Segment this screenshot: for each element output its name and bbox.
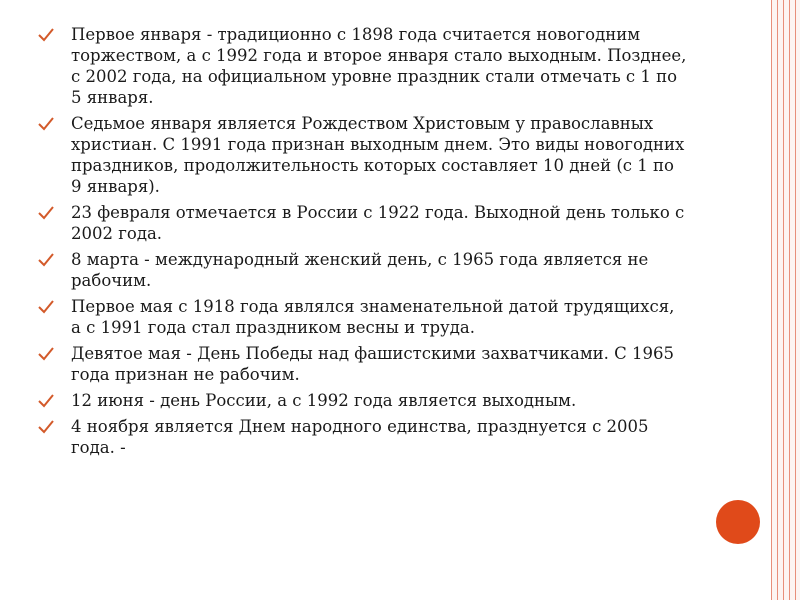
checkmark-icon — [38, 390, 56, 411]
list-item-text: Первое мая с 1918 года являлся знаменательной датой трудящихся, а с 1991 года стал праздником весны и труда. — [71, 297, 675, 337]
list-item-text: Девятое мая - День Победы над фашистскими захватчиками. С 1965 года признан не рабочим. — [71, 344, 675, 384]
accent-circle — [716, 500, 760, 544]
list-item — [38, 202, 688, 244]
checkmark-icon — [38, 249, 56, 270]
border-line — [795, 0, 796, 600]
border-line — [771, 0, 772, 600]
list-item-text: 4 ноября является Днем народного единства, празднуется с 2005 года. - — [71, 417, 649, 457]
checkmark-icon — [38, 416, 56, 437]
list-item-text: 12 июня - день России, а с 1992 года является выходным. — [71, 391, 577, 410]
list-item — [38, 113, 688, 197]
list-item-text: 23 февраля отмечается в России с 1922 года. Выходной день только с 2002 года. — [71, 203, 685, 243]
border-line — [783, 0, 784, 600]
checkmark-icon — [38, 113, 56, 134]
checkmark-icon — [38, 24, 56, 45]
checkmark-icon — [38, 296, 56, 317]
list-item-text: Седьмое января является Рождеством Христовым у православных христиан. С 1991 года признан выходным днем. Это виды новогодних праздников, продолжительность которых составляет 10 дней (с 1 по 9 января). — [71, 114, 685, 196]
list-item-text: 8 марта - международный женский день, с 1965 года является не рабочим. — [71, 250, 649, 290]
border-line — [777, 0, 778, 600]
checkmark-icon — [38, 343, 56, 364]
list-item — [38, 249, 688, 291]
list-item — [38, 24, 688, 108]
border-line — [789, 0, 790, 600]
list-item — [38, 343, 688, 385]
list-item-text: Первое января - традиционно с 1898 года считается новогодним торжеством, а с 1992 года и второе января стало выходным. Позднее, с 2002 года, на официальном уровне праздник стали отмечать с 1 по 5 января. — [71, 25, 687, 107]
list-item — [38, 390, 688, 411]
list-item — [38, 296, 688, 338]
checkmark-icon — [38, 202, 56, 223]
list-item — [38, 416, 688, 458]
bullet-list — [38, 24, 688, 463]
